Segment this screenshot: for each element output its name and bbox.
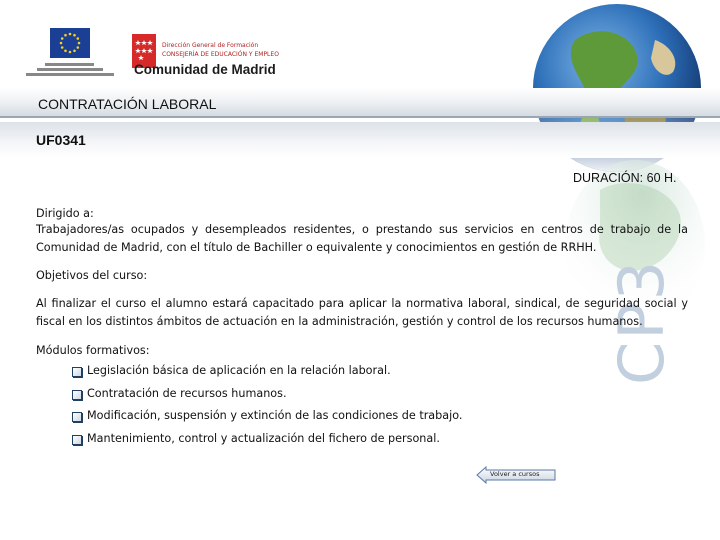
cp3-watermark: CP3 [605, 258, 678, 385]
course-duration: DURACIÓN: 60 H. [573, 171, 677, 185]
module-item [72, 409, 462, 432]
title-band [0, 88, 720, 118]
region-department-text: CONSEJERÍA DE EDUCACIÓN Y EMPLEO [162, 51, 279, 58]
back-to-courses-button[interactable] [476, 466, 556, 484]
checkbox-bullet-icon [72, 390, 82, 400]
eu-logo-caption [26, 61, 114, 76]
checkbox-bullet-icon [72, 367, 82, 377]
module-item [72, 364, 462, 387]
module-item-label: Legislación básica de aplicación en la relación laboral. [87, 364, 391, 377]
comunidad-madrid-logo [132, 32, 312, 78]
module-item-label: Mantenimiento, control y actualización del fichero de personal. [87, 431, 440, 445]
course-code: UF0341 [36, 132, 86, 148]
region-name-text: Comunidad de Madrid [134, 62, 276, 77]
modules-label: Módulos formativos: [36, 344, 150, 357]
eu-social-fund-logo [26, 28, 114, 80]
module-item-label: Contratación de recursos humanos. [87, 386, 287, 400]
region-directorate-text: Dirección General de Formación [162, 42, 259, 49]
target-audience-label: Dirigido a: [36, 207, 94, 220]
module-item [72, 432, 462, 455]
module-item-label: Modificación, suspensión y extinción de las condiciones de trabajo. [87, 409, 463, 422]
checkbox-bullet-icon [72, 412, 82, 422]
checkbox-bullet-icon [72, 435, 82, 445]
course-title: CONTRATACIÓN LABORAL [38, 96, 217, 112]
eu-flag-icon [50, 28, 90, 58]
modules-list [72, 364, 462, 454]
target-audience-text: Trabajadores/as ocupados y desempleados residentes, o prestando sus servicios en centros de trabajo de la Comunidad de Madrid, con el título de Bachiller o equivalente y conocimientos en gestión de RRHH. [36, 223, 688, 254]
objectives-text: Al finalizar el curso el alumno estará capacitado para aplicar la normativa laboral, sindical, de seguridad social y fiscal en los distintos ámbitos de actuación en la administración, gestión y control de los recursos humanos. [36, 297, 688, 328]
module-item [72, 387, 462, 410]
objectives-label: Objetivos del curso: [36, 269, 148, 282]
code-band [0, 122, 720, 158]
back-button-label: Volver a cursos [490, 470, 540, 478]
